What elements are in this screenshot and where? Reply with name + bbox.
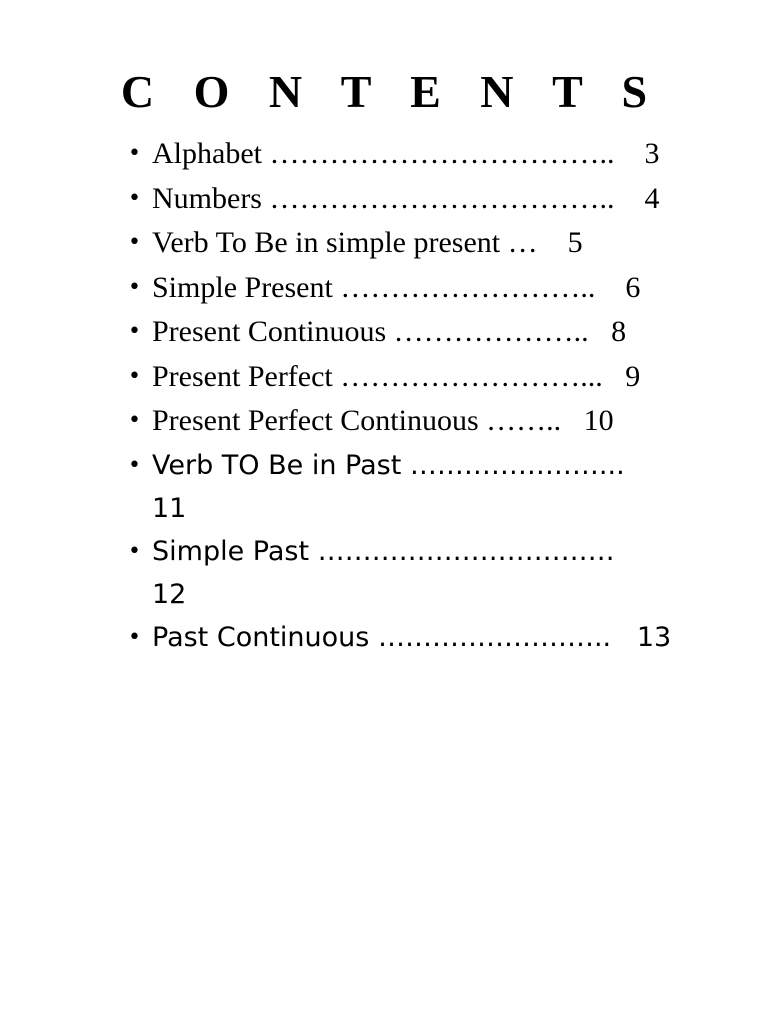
toc-page-number: 13 <box>636 621 672 653</box>
bullet-icon: • <box>128 274 141 300</box>
toc-entry-label: Simple Past <box>152 535 310 567</box>
toc-entry-label: Verb TO Be in Past <box>152 449 402 481</box>
toc-entry-past-continuous <box>128 616 688 659</box>
toc-entry-label: Alphabet <box>152 137 262 170</box>
bullet-icon: • <box>128 538 141 564</box>
toc-entry-label: Numbers <box>152 181 262 215</box>
toc-entry-label: Verb To Be in simple present <box>152 226 501 259</box>
toc-page-number: 6 <box>625 270 641 304</box>
toc-leader-dots: …………………….. <box>340 270 596 304</box>
toc-entry-label: Present Perfect <box>152 359 333 393</box>
toc-page-number: 3 <box>644 137 660 170</box>
toc-entry-numbers <box>128 177 688 222</box>
toc-entry-present-perfect-continuous <box>128 399 688 444</box>
toc-leader-dots: …….. <box>486 404 562 437</box>
toc-entry-label: Present Perfect Continuous <box>152 404 479 437</box>
bullet-icon: • <box>128 141 141 166</box>
toc-entry-present-perfect <box>128 355 688 400</box>
toc-leader-dots: …………………………….. <box>269 137 615 170</box>
toc-entry-verb-to-be-past <box>128 444 652 530</box>
toc-leader-dots: …………………………… <box>317 535 615 567</box>
bullet-icon: • <box>128 185 141 211</box>
toc-page-number: 11 <box>152 492 187 524</box>
toc-leader-dots: …………………... <box>409 449 625 481</box>
toc-page-number: 9 <box>625 359 641 393</box>
toc-entry-present-continuous <box>128 310 688 355</box>
toc-leader-dots: … <box>507 226 538 259</box>
bullet-icon: • <box>128 408 141 433</box>
toc-entry-simple-past <box>128 530 652 616</box>
bullet-icon: • <box>128 624 141 650</box>
toc-page-number: 5 <box>567 226 583 259</box>
toc-page-number: 12 <box>152 578 187 610</box>
toc-leader-dots: ……………………... <box>340 359 603 393</box>
toc-entry-simple-present <box>128 266 688 311</box>
bullet-icon: • <box>128 319 141 344</box>
table-of-contents <box>128 132 688 659</box>
toc-entry-alphabet <box>128 132 688 177</box>
contents-title: C O N T E N T S <box>120 66 662 117</box>
toc-entry-verb-to-be-present <box>128 221 688 266</box>
toc-entry-label: Present Continuous <box>152 315 387 348</box>
toc-page-number: 8 <box>611 315 627 348</box>
toc-leader-dots: …………………….. <box>377 621 612 653</box>
toc-entry-label: Simple Present <box>152 270 333 304</box>
bullet-icon: • <box>128 363 141 389</box>
toc-page-number: 10 <box>583 404 614 437</box>
toc-page-number: 4 <box>644 181 660 215</box>
toc-leader-dots: …………………………….. <box>269 181 615 215</box>
toc-entry-label: Past Continuous <box>152 621 370 653</box>
toc-leader-dots: ……………….. <box>393 315 589 348</box>
bullet-icon: • <box>128 230 141 255</box>
bullet-icon: • <box>128 452 141 478</box>
